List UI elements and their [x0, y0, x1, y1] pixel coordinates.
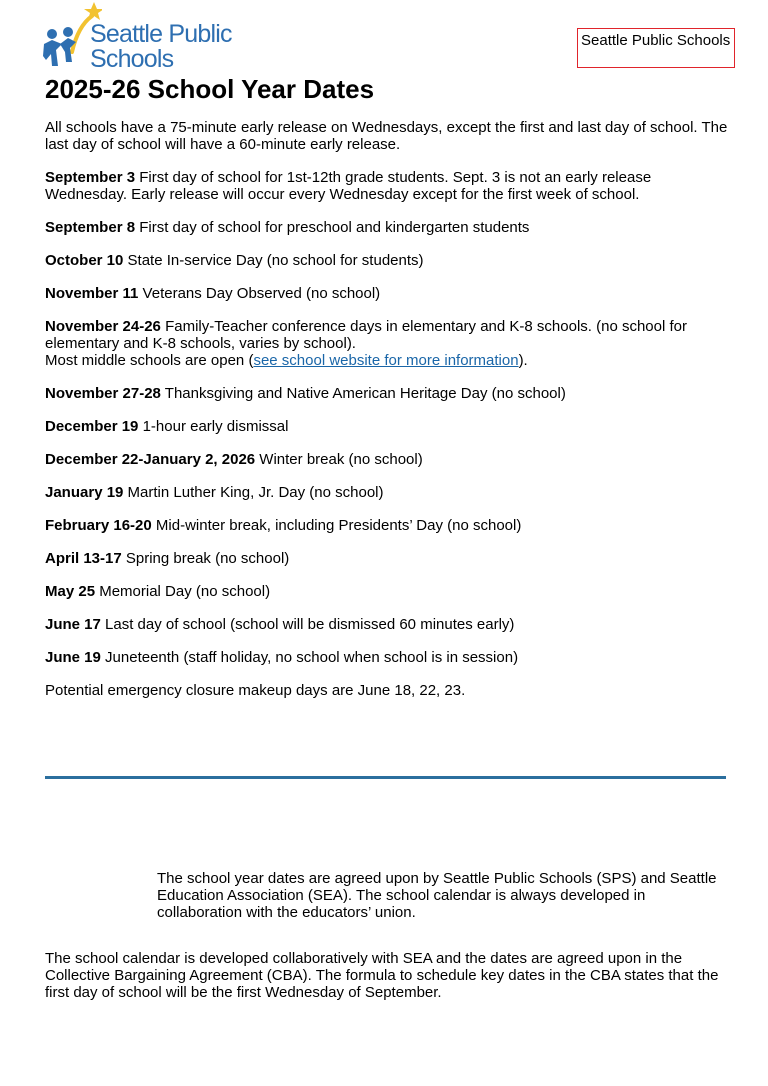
- makeup-days-text: Potential emergency closure makeup days are June 18, 22, 23.: [45, 682, 466, 699]
- date-entry: [45, 219, 735, 236]
- entry-text: 1-hour early dismissal: [138, 418, 289, 435]
- entry-text-line2: Most middle schools are open (: [45, 352, 254, 369]
- entry-date: June 17: [45, 616, 101, 633]
- entry-text: State In-service Day (no school for students): [123, 252, 424, 269]
- entry-date: January 19: [45, 484, 124, 501]
- dates-content: [45, 119, 735, 715]
- entry-text: Spring break (no school): [121, 550, 290, 567]
- entry-date: October 10: [45, 252, 124, 269]
- entry-text: First day of school for 1st-12th grade students. Sept. 3 is not an early release Wednesday. Early release will occur every Wednesday except for the first week of school.: [45, 169, 652, 203]
- entry-date: December 19: [45, 418, 139, 435]
- page-title: 2025-26 School Year Dates: [45, 74, 375, 104]
- entry-date: November 27-28: [45, 385, 161, 402]
- school-website-link[interactable]: see school website for more information: [253, 352, 519, 369]
- agreement-note: The school year dates are agreed upon by Seattle Public Schools (SPS) and Seattle Education Association (SEA). The school calendar is always developed in collaboration with the educators’ union.: [157, 870, 717, 921]
- cba-footer-paragraph: The school calendar is developed collaboratively with SEA and the dates are agreed upon in the Collective Bargaining Agreement (CBA). The formula to schedule key dates in the CBA states that the first day of school will be the first Wednesday of September.: [45, 950, 719, 1001]
- date-entry: [45, 169, 735, 203]
- date-entry: [45, 583, 735, 600]
- entry-date: September 3: [45, 169, 136, 186]
- date-entry: [45, 616, 735, 633]
- entry-date: December 22-January 2, 2026: [45, 451, 256, 468]
- entry-date: May 25: [45, 583, 96, 600]
- entry-text: Juneteenth (staff holiday, no school when school is in session): [100, 649, 519, 666]
- entry-text: Mid-winter break, including Presidents’ Day (no school): [151, 517, 522, 534]
- date-entry: [45, 649, 735, 666]
- entry-date: February 16-20: [45, 517, 152, 534]
- logo-text-line1: Seattle Public: [90, 20, 232, 48]
- entry-text: Winter break (no school): [255, 451, 423, 468]
- entry-date: April 13-17: [45, 550, 122, 567]
- date-entry: [45, 418, 735, 435]
- entry-text: Thanksgiving and Native American Heritage Day (no school): [160, 385, 566, 402]
- entry-text: Veterans Day Observed (no school): [138, 285, 381, 302]
- entry-date: June 19: [45, 649, 101, 666]
- header-text-box: Seattle Public Schools: [577, 28, 735, 68]
- date-entry: [45, 550, 735, 567]
- entry-text: Memorial Day (no school): [95, 583, 271, 600]
- entry-date: September 8: [45, 219, 136, 236]
- date-entry: [45, 517, 735, 534]
- entry-text: Last day of school (school will be dismissed 60 minutes early): [100, 616, 515, 633]
- date-entry: [45, 484, 735, 501]
- date-entry: [45, 385, 735, 402]
- intro-paragraph: All schools have a 75-minute early release on Wednesdays, except the first and last day of school. The last day of school will have a 60-minute early release.: [45, 119, 728, 153]
- date-entry: [45, 252, 735, 269]
- section-divider: [45, 776, 726, 779]
- entry-text: Family-Teacher conference days in elementary and K-8 schools. (no school for elementary and K-8 schools, varies by school).: [45, 318, 687, 352]
- logo-text-line2: Schools: [90, 45, 174, 73]
- entry-text: Martin Luther King, Jr. Day (no school): [123, 484, 384, 501]
- date-entry: [45, 285, 735, 302]
- entry-text: First day of school for preschool and kindergarten students: [135, 219, 530, 236]
- entry-date: November 24-26: [45, 318, 161, 335]
- entry-date: November 11: [45, 285, 139, 302]
- date-entry: [45, 451, 735, 468]
- sps-logo: [42, 0, 242, 75]
- date-entry: [45, 318, 735, 369]
- entry-text-suffix: ).: [518, 352, 528, 369]
